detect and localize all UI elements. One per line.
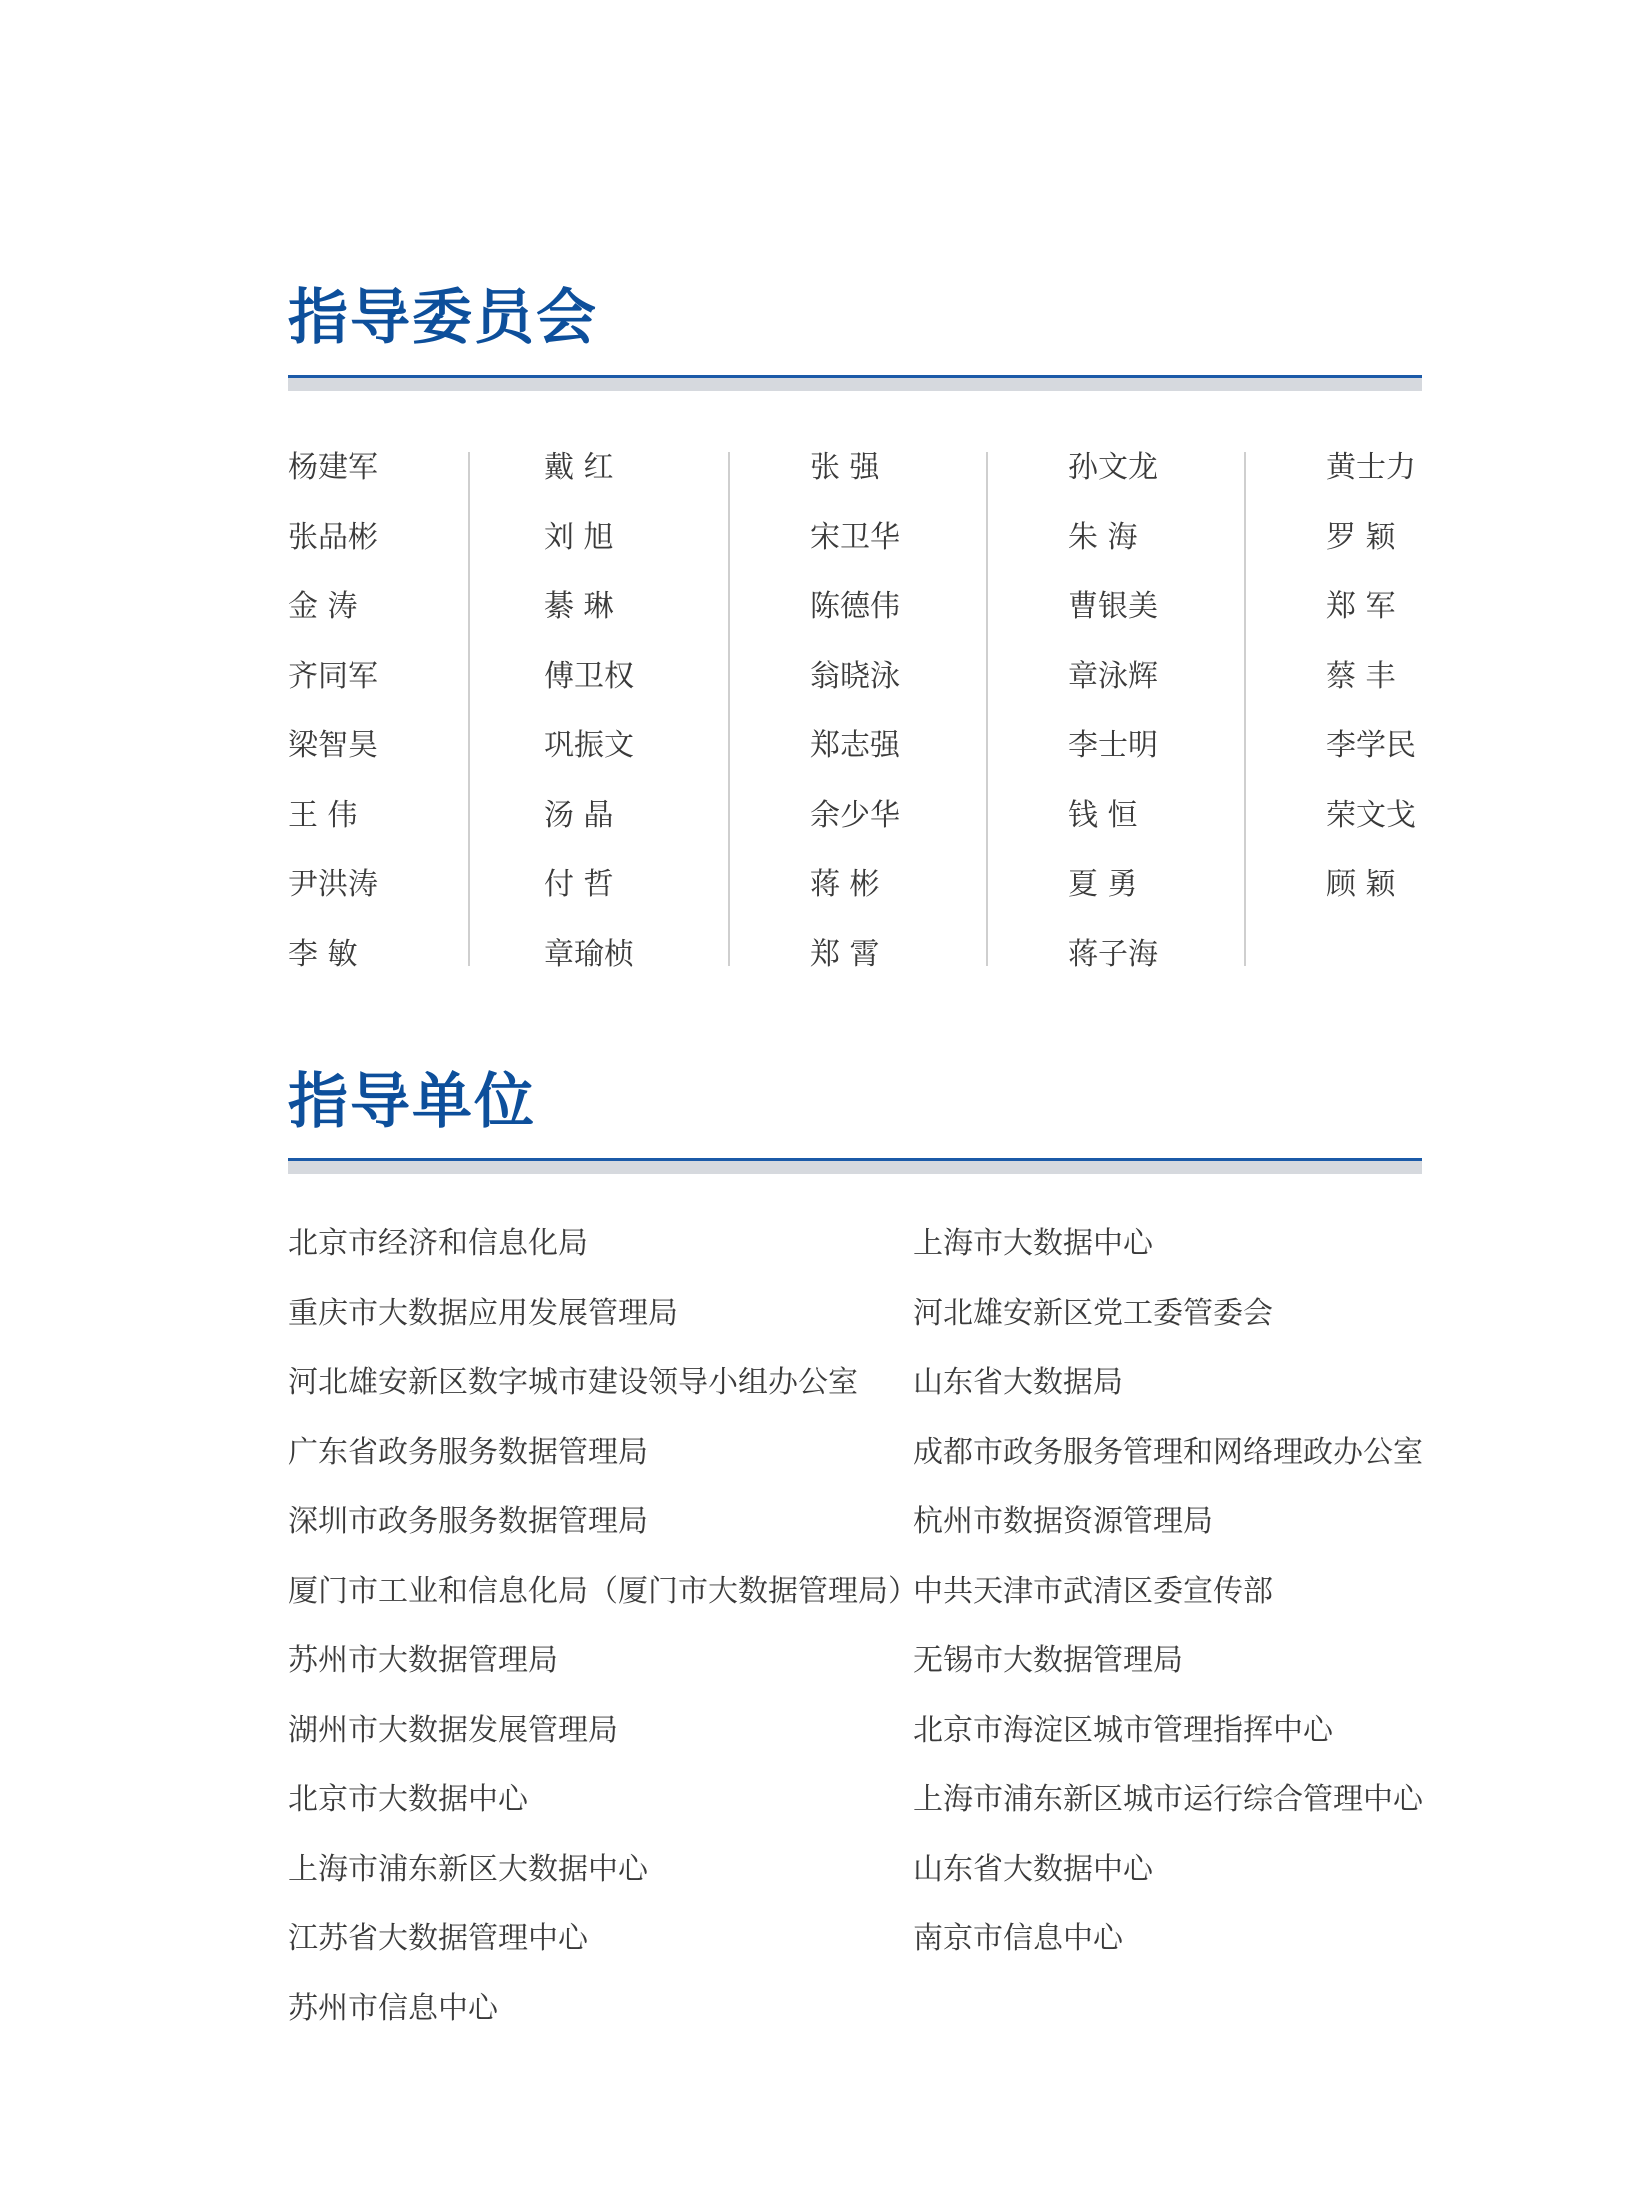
column-divider	[728, 452, 730, 966]
committee-member-name: 罗 颖	[1326, 519, 1396, 555]
committee-member-name: 孙文龙	[1068, 450, 1158, 485]
unit-item: 杭州市数据资源管理局	[913, 1504, 1213, 1539]
unit-item: 河北雄安新区党工委管委会	[913, 1295, 1273, 1331]
unit-item: 山东省大数据局	[913, 1365, 1123, 1400]
unit-item: 苏州市大数据管理局	[288, 1643, 558, 1678]
unit-item: 江苏省大数据管理中心	[288, 1921, 588, 1956]
unit-item: 山东省大数据中心	[913, 1851, 1153, 1887]
committee-column	[1326, 444, 1446, 966]
committee-member-name: 戴 红	[544, 450, 614, 485]
committee-member-name: 张品彬	[288, 519, 378, 555]
committee-member-name: 汤 晶	[544, 797, 614, 833]
committee-member-name: 刘 旭	[544, 519, 614, 555]
committee-member-name: 朱 海	[1068, 519, 1138, 555]
unit-item: 重庆市大数据应用发展管理局	[288, 1295, 678, 1331]
unit-item: 广东省政务服务数据管理局	[288, 1434, 648, 1470]
committee-member-name: 张 强	[810, 450, 880, 485]
committee-member-name: 蔡 丰	[1326, 658, 1396, 694]
committee-column	[288, 444, 408, 972]
committee-member-name: 夏 勇	[1068, 867, 1138, 902]
committee-member-name: 蒋子海	[1068, 936, 1158, 972]
committee-member-name: 钱 恒	[1068, 797, 1138, 833]
committee-member-name: 翁晓泳	[810, 658, 900, 694]
committee-member-name: 章瑜桢	[544, 936, 634, 972]
committee-member-name: 顾 颖	[1326, 867, 1396, 902]
unit-item: 深圳市政务服务数据管理局	[288, 1504, 648, 1539]
unit-item: 北京市海淀区城市管理指挥中心	[913, 1712, 1333, 1748]
column-divider	[468, 452, 470, 966]
unit-item: 上海市浦东新区大数据中心	[288, 1851, 648, 1887]
committee-member-name: 余少华	[810, 797, 900, 833]
committee-member-name: 郑 军	[1326, 589, 1396, 624]
committee-member-name: 郑 霄	[810, 936, 880, 972]
committee-column	[1068, 444, 1188, 972]
unit-item: 上海市大数据中心	[913, 1226, 1153, 1261]
unit-item: 南京市信息中心	[913, 1921, 1123, 1956]
committee-member-name: 王 伟	[288, 797, 358, 833]
committee-member-name: 金 涛	[288, 589, 358, 624]
committee-member-name: 梁智昊	[288, 728, 378, 763]
committee-member-name: 宋卫华	[810, 519, 900, 555]
committee-member-name: 巩振文	[544, 728, 634, 763]
committee-member-name: 曹银美	[1068, 589, 1158, 624]
unit-item: 成都市政务服务管理和网络理政办公室	[913, 1434, 1423, 1470]
committee-member-name: 李士明	[1068, 728, 1158, 763]
column-divider	[986, 452, 988, 966]
units-title-rule	[288, 1158, 1422, 1174]
unit-item: 河北雄安新区数字城市建设领导小组办公室	[288, 1365, 858, 1400]
unit-item: 北京市大数据中心	[288, 1782, 528, 1817]
committee-name-grid	[288, 444, 1422, 972]
committee-member-name: 李学民	[1326, 728, 1416, 763]
committee-member-name: 章泳辉	[1068, 658, 1158, 694]
committee-member-name: 綦 琳	[544, 589, 614, 624]
committee-member-name: 蒋 彬	[810, 867, 880, 902]
committee-member-name: 杨建军	[288, 450, 378, 485]
committee-column	[810, 444, 930, 972]
committee-member-name: 付 哲	[544, 867, 614, 902]
committee-member-name: 陈德伟	[810, 589, 900, 624]
unit-item: 北京市经济和信息化局	[288, 1226, 588, 1261]
committee-member-name: 尹洪涛	[288, 867, 378, 902]
committee-member-name: 李 敏	[288, 936, 358, 972]
committee-member-name: 傅卫权	[544, 658, 634, 694]
committee-member-name: 齐同军	[288, 658, 378, 694]
committee-column	[544, 444, 664, 972]
unit-item: 上海市浦东新区城市运行综合管理中心	[913, 1782, 1423, 1817]
committee-title-rule	[288, 375, 1422, 391]
unit-item: 厦门市工业和信息化局（厦门市大数据管理局）	[288, 1573, 918, 1609]
committee-title: 指导委员会	[288, 283, 598, 353]
committee-member-name: 黄士力	[1326, 450, 1416, 485]
unit-item: 湖州市大数据发展管理局	[288, 1712, 618, 1748]
committee-member-name: 郑志强	[810, 728, 900, 763]
unit-item: 中共天津市武清区委宣传部	[913, 1573, 1273, 1609]
column-divider	[1244, 452, 1246, 966]
unit-item: 无锡市大数据管理局	[913, 1643, 1183, 1678]
unit-item: 苏州市信息中心	[288, 1990, 498, 2026]
units-title: 指导单位	[288, 1067, 536, 1137]
committee-member-name: 荣文戈	[1326, 797, 1416, 833]
